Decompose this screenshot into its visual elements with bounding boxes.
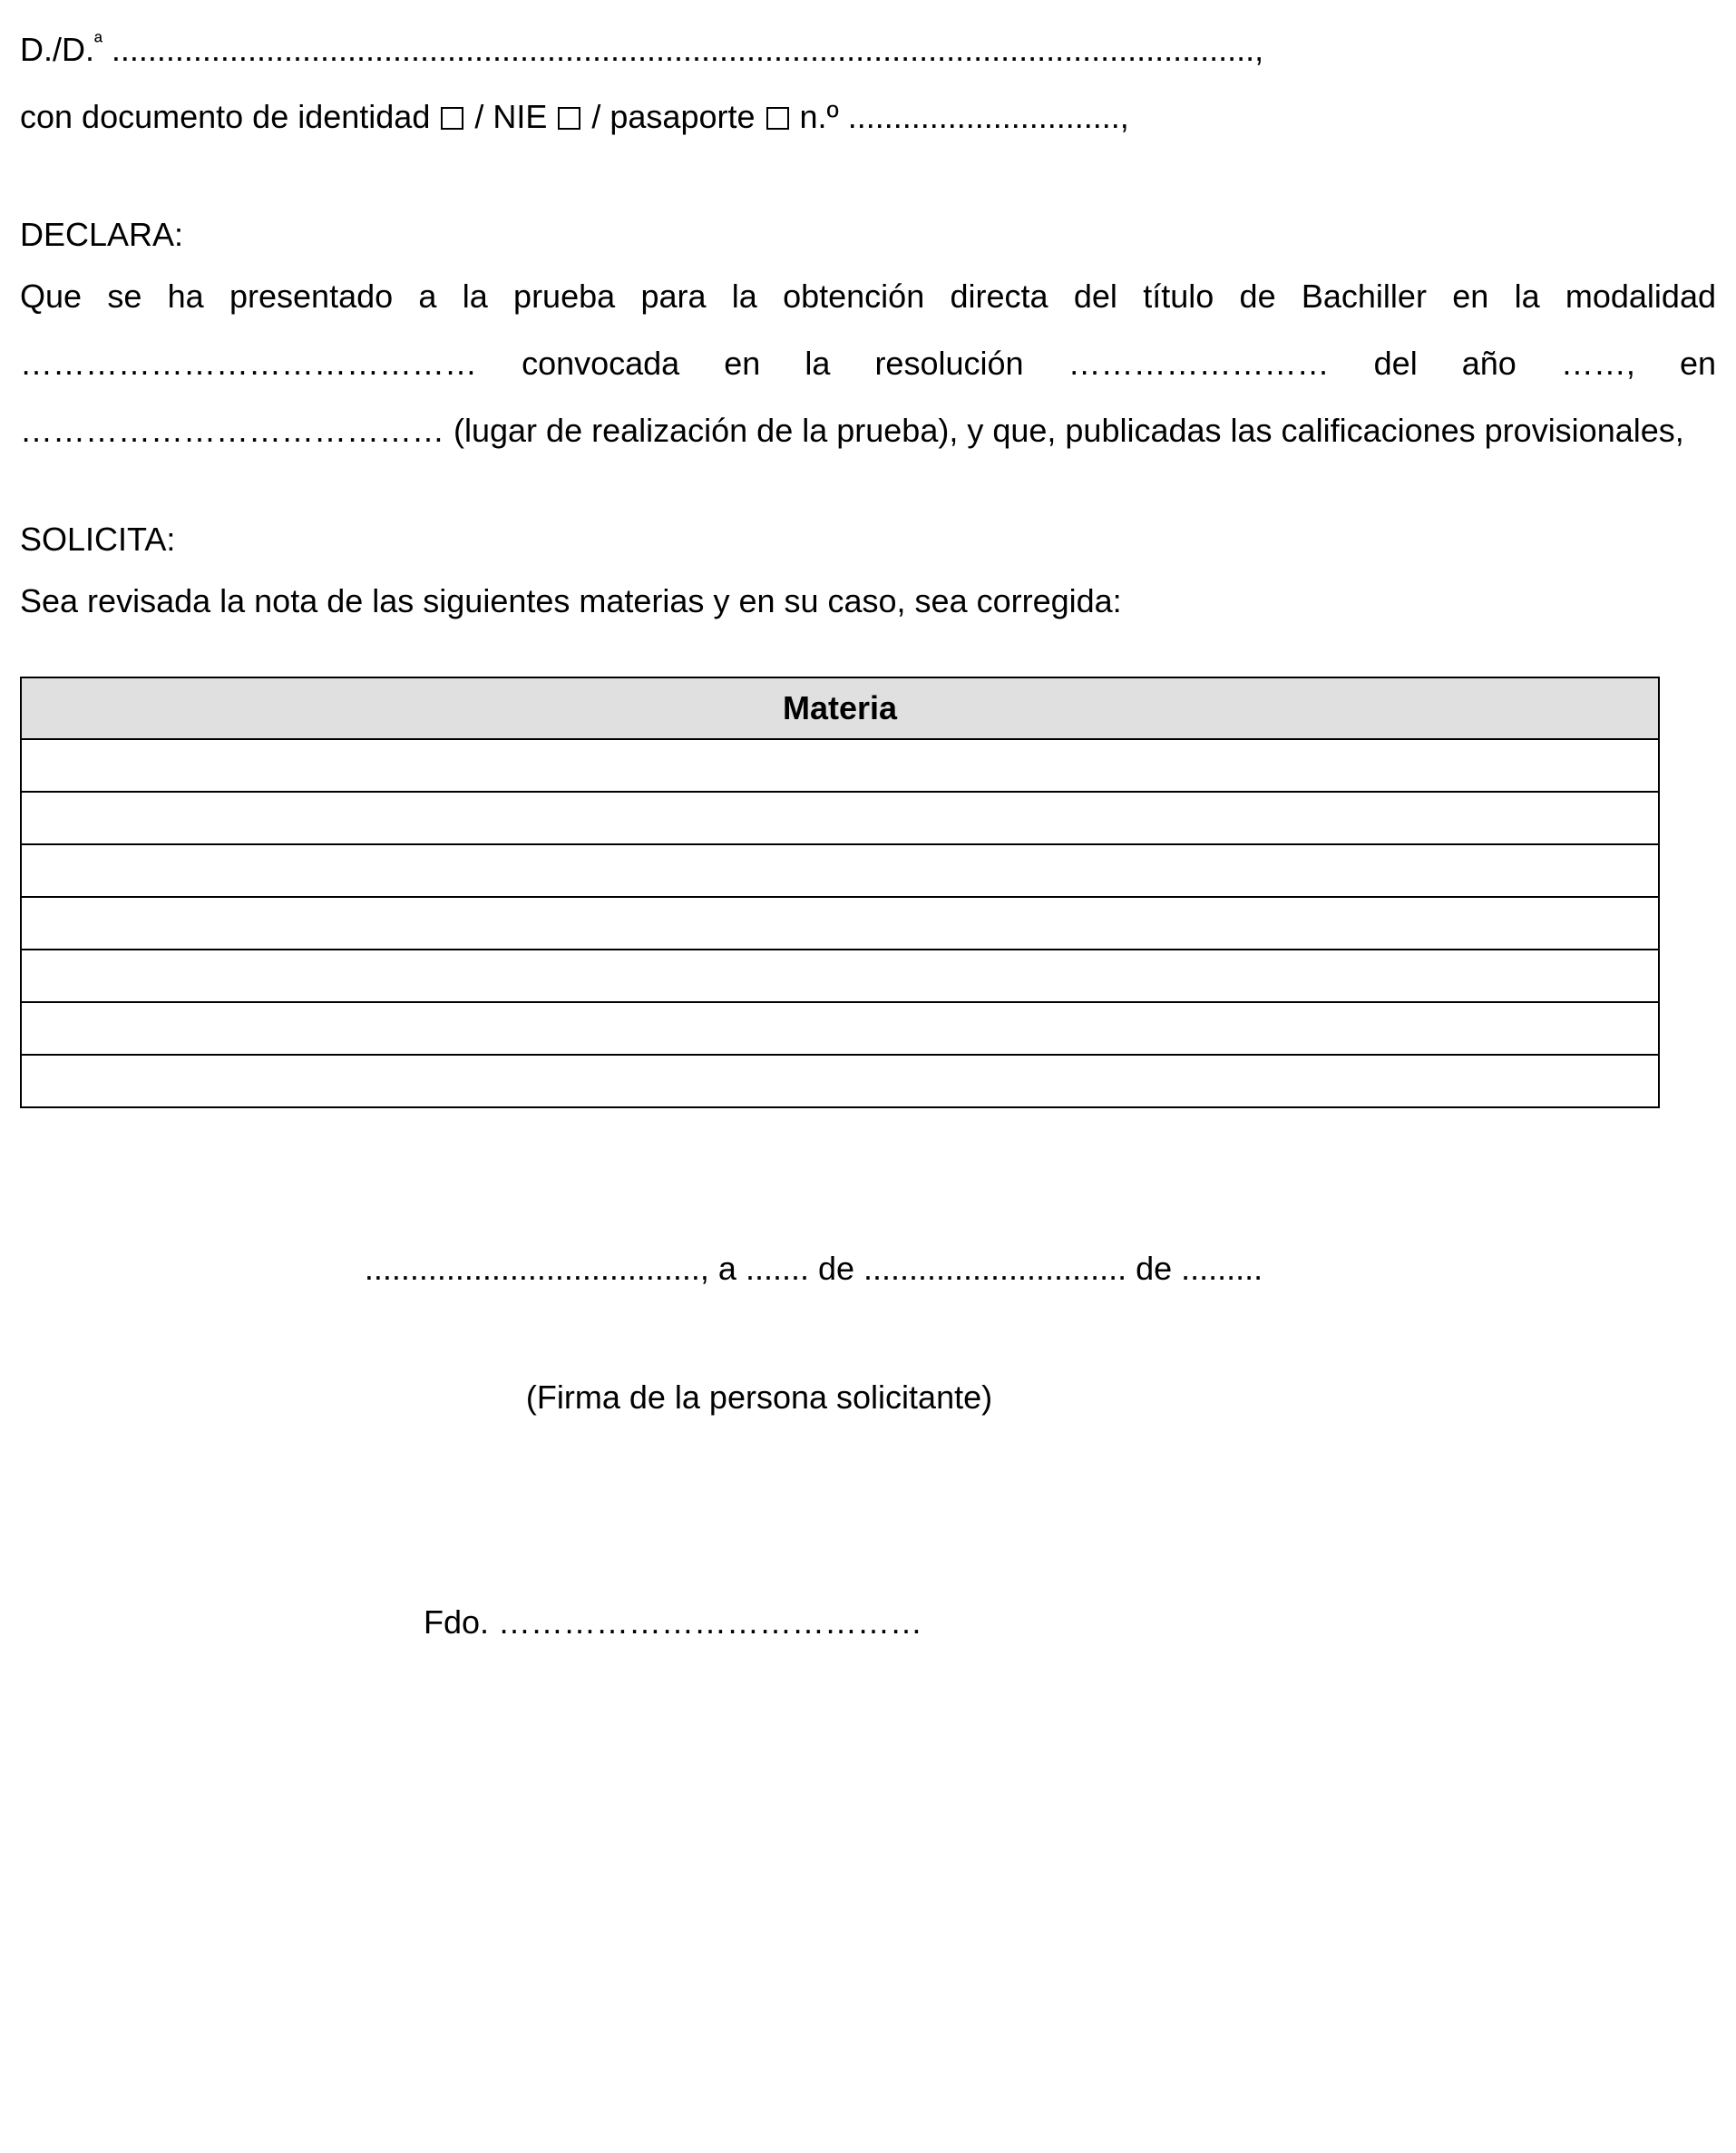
table-row (21, 792, 1659, 844)
table-row (21, 739, 1659, 792)
materia-cell[interactable] (21, 739, 1659, 792)
table-header-row (21, 677, 1659, 739)
signature-label (20, 1375, 1716, 1420)
materia-cell[interactable] (21, 1055, 1659, 1107)
place-date-line (20, 1246, 1716, 1291)
table-row (21, 844, 1659, 897)
identity-prefix-label: con documento de identidad (20, 98, 440, 135)
identity-nie-label: / NIE (465, 98, 557, 135)
identity-document-line (20, 83, 1716, 151)
name-line-dots: .............................................................................................................................., (102, 31, 1264, 68)
column-header-materia: Materia (21, 677, 1659, 739)
materia-cell[interactable] (21, 950, 1659, 1002)
identity-passport-label: / pasaporte (582, 98, 765, 135)
identity-number-field: n.º .............................., (790, 98, 1129, 135)
table-row (21, 1055, 1659, 1107)
materia-cell[interactable] (21, 897, 1659, 950)
declara-body: Que se ha presentado a la prueba para la obtención directa del título de Bachiller en la modalidad …………………………………… convocada en la resolución …………………… del año ……, en ………………………………… (lugar de realización de la prueba), y que, publicadas las calificaciones provisionales, (20, 278, 1726, 449)
spacer-after-identity (20, 151, 1716, 207)
table-row (21, 950, 1659, 1002)
solicita-heading: SOLICITA: (20, 521, 176, 558)
solicita-body: Sea revisada la nota de las siguientes materias y en su caso, sea corregida: (20, 582, 1122, 619)
table-row (21, 1002, 1659, 1055)
declara-heading: DECLARA: (20, 216, 184, 253)
materia-cell[interactable] (21, 1002, 1659, 1055)
fdo-line (20, 1600, 1716, 1645)
materia-cell[interactable] (21, 792, 1659, 844)
spacer-after-declara (20, 464, 1716, 511)
name-line-prefix: D./D. (20, 31, 95, 68)
name-line-superscript: ª (94, 30, 102, 54)
checkbox-nie-icon[interactable] (558, 107, 580, 130)
checkbox-passport-icon[interactable] (766, 107, 789, 130)
name-line (20, 16, 1716, 83)
fdo-line-text: Fdo. ………………………………… (423, 1603, 923, 1641)
materia-cell[interactable] (21, 844, 1659, 897)
place-date-text: ....................................., a ....... de ............................. de ......... (364, 1250, 1263, 1287)
signature-label-text: (Firma de la persona solicitante) (525, 1379, 993, 1416)
checkbox-dni-icon[interactable] (441, 107, 463, 130)
table-row (21, 897, 1659, 950)
materias-table (20, 677, 1660, 1108)
